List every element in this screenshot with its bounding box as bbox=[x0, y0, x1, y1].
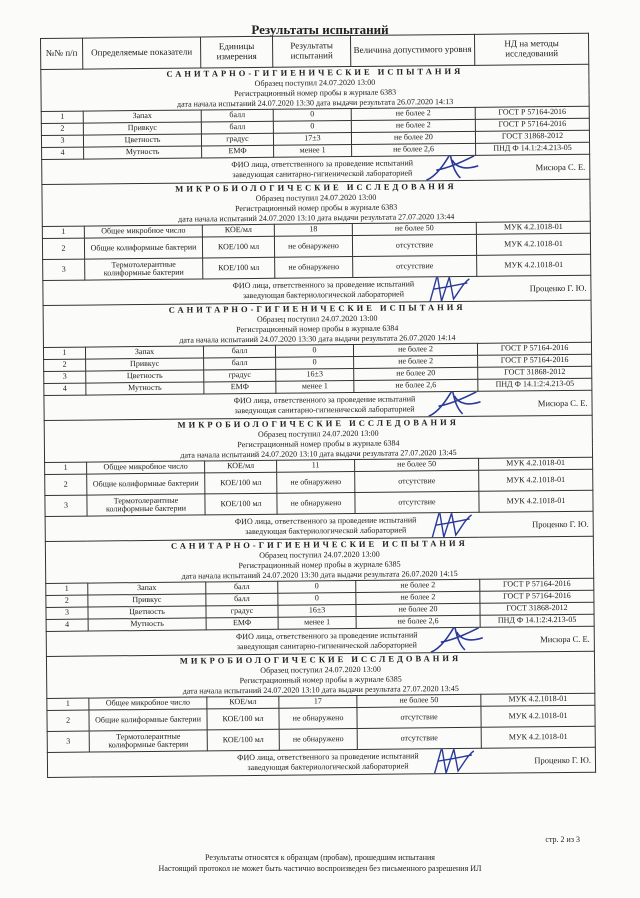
row-number: 1 bbox=[45, 462, 87, 474]
indicator-name: Термотолерантные колиформные бактерии bbox=[89, 730, 207, 752]
result-value: 18 bbox=[274, 224, 352, 237]
unit: балл bbox=[201, 121, 273, 134]
responsible-position-line: заведующая бактериологической лабораторией bbox=[242, 289, 405, 300]
permissible-level: отсутствие bbox=[352, 234, 476, 256]
responsible-label bbox=[221, 515, 431, 536]
row-number: 2 bbox=[44, 359, 86, 371]
result-value: 11 bbox=[277, 459, 355, 472]
result-value: 0 bbox=[278, 580, 356, 593]
indicator-name: Запах bbox=[85, 346, 203, 359]
responsible-position-line: заведующая бактериологической лабораторией bbox=[245, 525, 407, 536]
signature-image bbox=[422, 154, 482, 184]
header-permissible-level: Величина допустимого уровня bbox=[350, 34, 474, 66]
responsible-name: Мисюра С. Е. bbox=[535, 161, 586, 173]
result-value: 0 bbox=[276, 357, 354, 370]
result-value: 0 bbox=[273, 109, 351, 122]
responsible-position-line: заведующая санитарно-гигиенической лабораторией bbox=[234, 404, 415, 415]
method-standard: ГОСТ 31868-2012 bbox=[480, 602, 594, 615]
registration-number-text: Регистрационный номер пробы в журнале 6383 bbox=[42, 201, 590, 216]
unit: ЕМФ bbox=[206, 617, 278, 630]
result-value: 0 bbox=[278, 592, 356, 605]
method-standard: МУК 4.2.1018-01 bbox=[477, 254, 591, 276]
unit: КОЕ/100 мл bbox=[207, 708, 279, 730]
responsible-cell bbox=[43, 275, 591, 305]
table-body bbox=[41, 64, 596, 777]
header-methods: НД на методы исследований bbox=[474, 33, 588, 65]
row-number: 2 bbox=[41, 123, 83, 135]
test-dates-text: дата начала испытаний 24.07.2020 13:10 дата выдачи результата 27.07.2020 13:45 bbox=[47, 683, 595, 699]
test-dates-text: дата начала испытаний 24.07.2020 13:30 дата выдачи результата 26.07.2020 14:13 bbox=[41, 96, 589, 112]
responsible-cell bbox=[46, 626, 594, 656]
row-number: 3 bbox=[44, 371, 86, 383]
row-number: 1 bbox=[43, 347, 85, 359]
responsible-person-row bbox=[45, 511, 593, 541]
responsible-title-line: ФИО лица, ответственного за проведение испытаний bbox=[231, 158, 414, 170]
indicator-name: Привкус bbox=[88, 594, 206, 607]
unit: балл bbox=[203, 345, 275, 358]
permissible-level: не более 2 bbox=[351, 107, 475, 120]
row-number: 1 bbox=[42, 226, 84, 238]
permissible-level: не более 20 bbox=[354, 367, 478, 380]
unit: КОЕ/мл bbox=[207, 696, 279, 709]
results-table bbox=[40, 33, 596, 778]
permissible-level: не более 2 bbox=[353, 343, 477, 356]
method-standard: ГОСТ Р 57164-2016 bbox=[475, 106, 589, 119]
registration-number-text: Регистрационный номер пробы в журнале 6385 bbox=[47, 673, 595, 688]
responsible-name: Мисюра С. Е. bbox=[540, 633, 590, 645]
method-standard: ГОСТ Р 57164-2016 bbox=[478, 354, 592, 367]
permissible-level: не более 20 bbox=[356, 603, 480, 616]
permissible-level: не более 2 bbox=[356, 591, 480, 604]
responsible-cell bbox=[45, 511, 593, 541]
sample-received-text: Образец поступил 24.07.2020 13:00 bbox=[43, 312, 591, 327]
row-number: 3 bbox=[43, 259, 85, 280]
result-value: 16±3 bbox=[276, 369, 354, 382]
unit: балл bbox=[206, 581, 278, 594]
permissible-level: отсутствие bbox=[353, 255, 477, 277]
indicator-name: Привкус bbox=[83, 122, 201, 135]
row-number: 3 bbox=[47, 731, 89, 752]
section-title: МИКРОБИОЛОГИЧЕСКИЕ ИССЛЕДОВАНИЯ bbox=[44, 415, 592, 432]
method-standard: МУК 4.2.1018-01 bbox=[481, 726, 595, 748]
result-value: 0 bbox=[273, 121, 351, 134]
method-standard: ПНД Ф 14.1:2:4.213-05 bbox=[476, 142, 590, 155]
result-value: менее 1 bbox=[274, 145, 352, 158]
unit: КОЕ/100 мл bbox=[205, 472, 277, 494]
indicator-name: Общие колиформные бактерии bbox=[84, 237, 202, 259]
method-standard: МУК 4.2.1018-01 bbox=[481, 705, 595, 727]
permissible-level: отсутствие bbox=[355, 470, 479, 492]
indicator-name: Общие колиформные бактерии bbox=[89, 709, 207, 731]
permissible-level: не более 2 bbox=[356, 579, 480, 592]
header-units: Единицы измерения bbox=[200, 36, 272, 68]
indicator-name: Мутность bbox=[88, 618, 206, 631]
test-dates-text: дата начала испытаний 24.07.2020 13:30 дата выдачи результата 26.07.2020 14:14 bbox=[43, 332, 591, 348]
indicator-name: Запах bbox=[83, 110, 201, 123]
result-value: не обнаружено bbox=[275, 257, 353, 279]
permissible-level: отсутствие bbox=[355, 491, 479, 513]
header-results: Результаты испытаний bbox=[272, 36, 350, 68]
indicator-name: Общее микробное число bbox=[87, 461, 205, 474]
method-standard: ГОСТ 31868-2012 bbox=[478, 366, 592, 379]
responsible-label bbox=[223, 751, 433, 772]
method-standard: ГОСТ Р 57164-2016 bbox=[477, 342, 591, 355]
responsible-cell bbox=[47, 747, 595, 777]
indicator-name: Запах bbox=[88, 582, 206, 595]
unit: градус bbox=[206, 605, 278, 618]
section-title: САНИТАРНО-ГИГИЕНИЧЕСКИЕ ИСПЫТАНИЯ bbox=[43, 300, 591, 317]
method-standard: ПНД Ф 14.1:2:4.213-05 bbox=[480, 614, 594, 627]
registration-number-text: Регистрационный номер пробы в журнале 6384 bbox=[44, 437, 592, 452]
unit: КОЕ/мл bbox=[202, 224, 274, 237]
responsible-title-line: ФИО лица, ответственного за проведение испытаний bbox=[237, 751, 419, 763]
responsible-title-line: ФИО лица, ответственного за проведение испытаний bbox=[233, 394, 416, 406]
unit: градус bbox=[204, 369, 276, 382]
result-value: не обнаружено bbox=[274, 236, 352, 258]
sample-received-text: Образец поступил 24.07.2020 13:00 bbox=[41, 76, 589, 91]
section-title: САНИТАРНО-ГИГИЕНИЧЕСКИЕ ИСПЫТАНИЯ bbox=[41, 64, 589, 81]
header-indicator: Определяемые показатели bbox=[83, 37, 201, 69]
row-number: 1 bbox=[41, 111, 83, 123]
permissible-level: отсутствие bbox=[357, 727, 481, 749]
indicator-name: Общие колиформные бактерии bbox=[87, 473, 205, 495]
unit: балл bbox=[206, 593, 278, 606]
result-value: не обнаружено bbox=[279, 728, 357, 750]
row-number: 4 bbox=[46, 619, 88, 631]
signature-image bbox=[427, 626, 487, 656]
permissible-level: не более 2,6 bbox=[352, 143, 476, 156]
indicator-name: Термотолерантные колиформные бактерии bbox=[87, 494, 205, 516]
unit: КОЕ/100 мл bbox=[203, 257, 275, 279]
page-number: стр. 2 из 3 bbox=[545, 835, 580, 844]
method-standard: ГОСТ 31868-2012 bbox=[475, 130, 589, 143]
document-title: Результаты испытаний bbox=[251, 22, 389, 37]
responsible-name: Проценко Г. Ю. bbox=[531, 518, 589, 530]
responsible-cell bbox=[44, 390, 592, 420]
indicator-name: Термотолерантные колиформные бактерии bbox=[85, 258, 203, 280]
responsible-label bbox=[222, 630, 432, 651]
responsible-position-line: заведующая бактериологической лабораторией bbox=[247, 761, 409, 772]
footer-note-reproduction: Настоящий протокол не может быть частично воспроизведен без письменного разрешения ИЛ bbox=[158, 864, 482, 873]
test-dates-text: дата начала испытаний 24.07.2020 13:10 дата выдачи результата 27.07.2020 13:44 bbox=[42, 211, 590, 227]
sample-received-text: Образец поступил 24.07.2020 13:00 bbox=[45, 548, 593, 563]
row-number: 3 bbox=[41, 135, 83, 147]
signature-image bbox=[426, 511, 476, 541]
unit: ЕМФ bbox=[202, 145, 274, 158]
result-value: 0 bbox=[275, 345, 353, 358]
section-title: МИКРОБИОЛОГИЧЕСКИЕ ИССЛЕДОВАНИЯ bbox=[42, 179, 590, 196]
unit: ЕМФ bbox=[204, 381, 276, 394]
row-number: 1 bbox=[47, 698, 89, 710]
responsible-label bbox=[218, 279, 428, 300]
footer-note-results: Результаты относятся к образцам (пробам), прошедшим испытания bbox=[205, 853, 435, 862]
responsible-title-line: ФИО лица, ответственного за проведение испытаний bbox=[234, 515, 417, 527]
responsible-person-row bbox=[44, 390, 592, 420]
test-dates-text: дата начала испытаний 24.07.2020 13:10 дата выдачи результата 27.07.2020 13:45 bbox=[44, 447, 592, 463]
indicator-name: Общее микробное число bbox=[89, 697, 207, 710]
method-standard: МУК 4.2.1018-01 bbox=[479, 469, 593, 491]
responsible-title-line: ФИО лица, ответственного за проведение испытаний bbox=[232, 279, 415, 291]
row-number: 2 bbox=[46, 595, 88, 607]
section-title: МИКРОБИОЛОГИЧЕСКИЕ ИССЛЕДОВАНИЯ bbox=[46, 651, 594, 668]
result-value: 17±3 bbox=[273, 133, 351, 146]
indicator-name: Привкус bbox=[86, 358, 204, 371]
row-number: 2 bbox=[42, 238, 84, 259]
indicator-name: Цветность bbox=[83, 134, 201, 147]
unit: КОЕ/мл bbox=[205, 460, 277, 473]
unit: балл bbox=[204, 357, 276, 370]
permissible-level: отсутствие bbox=[357, 706, 481, 728]
row-number: 2 bbox=[45, 474, 87, 495]
permissible-level: не более 2,6 bbox=[356, 615, 480, 628]
registration-number-text: Регистрационный номер пробы в журнале 6384 bbox=[43, 322, 591, 337]
permissible-level: не более 20 bbox=[351, 131, 475, 144]
permissible-level: не более 50 bbox=[352, 222, 476, 235]
registration-number-text: Регистрационный номер пробы в журнале 6385 bbox=[46, 558, 594, 573]
permissible-level: не более 2,6 bbox=[354, 379, 478, 392]
test-dates-text: дата начала испытаний 24.07.2020 13:30 дата выдачи результата 26.07.2020 14:15 bbox=[46, 568, 594, 584]
unit: КОЕ/100 мл bbox=[205, 493, 277, 515]
row-number: 1 bbox=[46, 583, 88, 595]
method-standard: МУК 4.2.1018-01 bbox=[481, 693, 595, 706]
responsible-name: Проценко Г. Ю. bbox=[529, 282, 587, 294]
permissible-level: не более 2 bbox=[354, 355, 478, 368]
indicator-name: Мутность bbox=[86, 382, 204, 395]
result-value: 16±3 bbox=[278, 604, 356, 617]
unit: балл bbox=[201, 109, 273, 122]
sample-received-text: Образец поступил 24.07.2020 13:00 bbox=[42, 191, 590, 206]
indicator-name: Цветность bbox=[86, 370, 204, 383]
signature-image bbox=[423, 275, 473, 305]
signature-image bbox=[424, 390, 484, 420]
responsible-name: Мисюра С. Е. bbox=[537, 397, 588, 409]
method-standard: МУК 4.2.1018-01 bbox=[479, 490, 593, 512]
responsible-cell bbox=[42, 154, 590, 184]
permissible-level: не более 50 bbox=[355, 458, 479, 471]
row-number: 2 bbox=[47, 710, 89, 731]
unit: КОЕ/100 мл bbox=[207, 729, 279, 751]
responsible-position-line: заведующая санитарно-гигиенической лабораторией bbox=[232, 168, 413, 179]
section-title: САНИТАРНО-ГИГИЕНИЧЕСКИЕ ИСПЫТАНИЯ bbox=[45, 536, 593, 553]
indicator-name: Мутность bbox=[84, 146, 202, 159]
sample-received-text: Образец поступил 24.07.2020 13:00 bbox=[47, 663, 595, 678]
method-standard: МУК 4.2.1018-01 bbox=[476, 221, 590, 234]
responsible-person-row bbox=[42, 154, 590, 184]
header-number: №№ п/п bbox=[41, 38, 83, 69]
result-value: не обнаружено bbox=[279, 707, 357, 729]
result-value: 17 bbox=[279, 695, 357, 708]
responsible-person-row bbox=[46, 626, 594, 656]
row-number: 3 bbox=[45, 495, 87, 516]
responsible-label bbox=[219, 394, 429, 415]
permissible-level: не более 2 bbox=[351, 119, 475, 132]
sample-received-text: Образец поступил 24.07.2020 13:00 bbox=[44, 427, 592, 442]
responsible-name: Проценко Г. Ю. bbox=[534, 754, 592, 766]
permissible-level: не более 50 bbox=[357, 694, 481, 707]
result-value: менее 1 bbox=[278, 616, 356, 629]
indicator-name: Цветность bbox=[88, 606, 206, 619]
responsible-title-line: ФИО лица, ответственного за проведение испытаний bbox=[235, 630, 418, 642]
method-standard: ГОСТ Р 57164-2016 bbox=[480, 578, 594, 591]
result-value: менее 1 bbox=[276, 381, 354, 394]
method-standard: ПНД Ф 14.1:2:4.213-05 bbox=[478, 378, 592, 391]
responsible-person-row bbox=[43, 275, 591, 305]
unit: КОЕ/100 мл bbox=[202, 236, 274, 258]
responsible-position-line: заведующая санитарно-гигиенической лабораторией bbox=[236, 640, 417, 651]
result-value: не обнаружено bbox=[277, 492, 355, 514]
unit: градус bbox=[201, 133, 273, 146]
row-number: 3 bbox=[46, 607, 88, 619]
method-standard: ГОСТ Р 57164-2016 bbox=[475, 118, 589, 131]
indicator-name: Общее микробное число bbox=[84, 225, 202, 238]
row-number: 4 bbox=[42, 147, 84, 159]
responsible-label bbox=[217, 158, 427, 179]
signature-image bbox=[428, 747, 478, 777]
result-value: не обнаружено bbox=[277, 471, 355, 493]
method-standard: МУК 4.2.1018-01 bbox=[476, 233, 590, 255]
results-table-wrapper bbox=[40, 33, 595, 778]
row-number: 4 bbox=[44, 383, 86, 395]
method-standard: ГОСТ Р 57164-2016 bbox=[480, 590, 594, 603]
responsible-person-row bbox=[47, 747, 595, 777]
method-standard: МУК 4.2.1018-01 bbox=[479, 457, 593, 470]
registration-number-text: Регистрационный номер пробы в журнале 6383 bbox=[41, 86, 589, 101]
